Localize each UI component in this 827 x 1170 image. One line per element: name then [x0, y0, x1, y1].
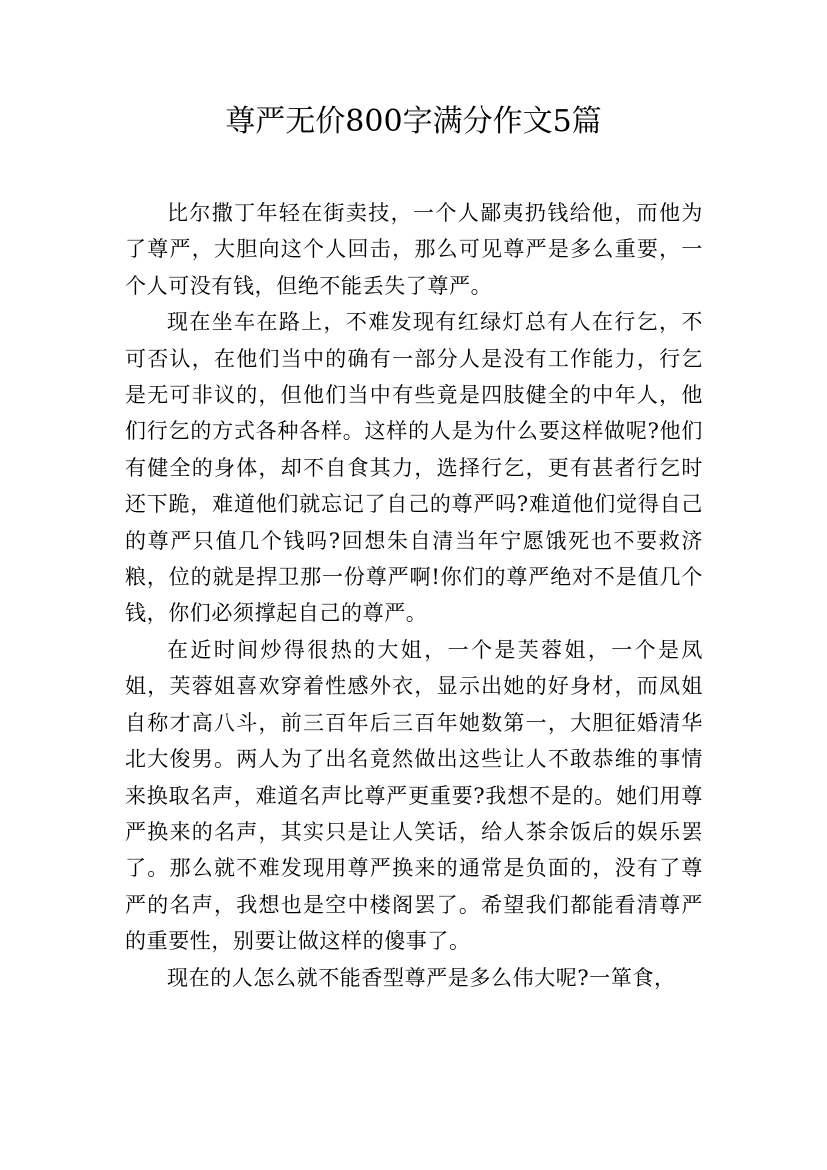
paragraph: 比尔撒丁年轻在街卖技，一个人鄙夷扔钱给他，而他为了尊严，大胆向这个人回击，那么可见尊严是多么重要，一个人可没有钱，但绝不能丢失了尊严。	[125, 201, 703, 298]
document-body	[125, 195, 703, 996]
paragraph: 现在的人怎么就不能香型尊严是多么伟大呢?一箪食，	[167, 965, 676, 990]
document-title: 尊严无价800字满分作文5篇	[225, 104, 602, 139]
paragraph: 现在坐车在路上，不难发现有红绿灯总有人在行乞，不可否认，在他们当中的确有一部分人是没有工作能力，行乞是无可非议的，但他们当中有些竟是四肢健全的中年人，他们行乞的方式各种各样。这样的人是为什么要这样做呢?他们有健全的身体，却不自食其力，选择行乞，更有甚者行乞时还下跪，难道他们就忘记了自己的尊严吗?难道他们觉得自己的尊严只值几个钱吗?回想朱自清当年宁愿饿死也不要救济粮，位的就是捍卫那一份尊严啊!你们的尊严绝对不是值几个钱，你们必须撑起自己的尊严。	[125, 310, 703, 626]
paragraph: 在近时间炒得很热的大姐，一个是芙蓉姐，一个是凤姐，芙蓉姐喜欢穿着性感外衣，显示出她的好身材，而凤姐自称才高八斗，前三百年后三百年她数第一，大胆征婚清华北大俊男。两人为了出名竟然做出这些让人不敢恭维的事情来换取名声，难道名声比尊严更重要?我想不是的。她们用尊严换来的名声，其实只是让人笑话，给人茶余饭后的娱乐罢了。那么就不难发现用尊严换来的通常是负面的，没有了尊严的名声，我想也是空中楼阁罢了。希望我们都能看清尊严的重要性，别要让做这样的傻事了。	[125, 637, 703, 954]
